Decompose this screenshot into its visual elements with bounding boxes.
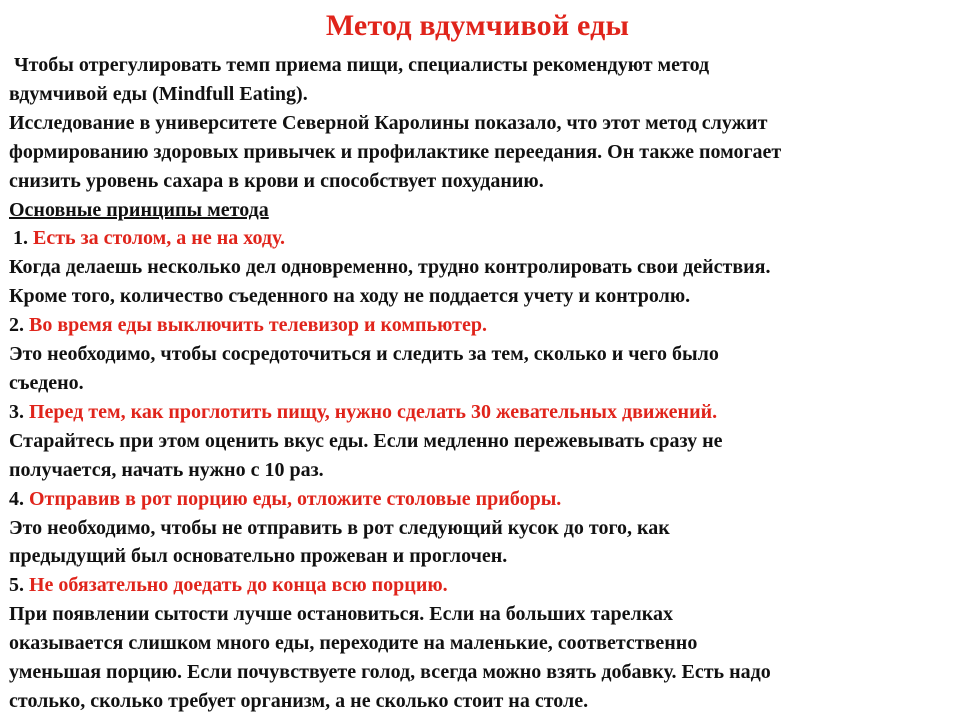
slide-title: Метод вдумчивой еды <box>325 9 630 42</box>
principle-5-line-3: уменьшая порцию. Если почувствуете голод, всегда можно взять добавку. Есть надо <box>9 661 771 684</box>
principle-1-title: Есть за столом, а не на ходу. <box>33 227 285 250</box>
principle-3-line-1: Старайтесь при этом оценить вкус еды. Если медленно пережевывать сразу не <box>9 429 723 452</box>
study-line-3: снизить уровень сахара в крови и способствует похуданию. <box>9 169 544 192</box>
principle-2-heading <box>9 311 946 340</box>
principle-4-heading <box>9 485 946 514</box>
intro-line-1: Чтобы отрегулировать темп приема пищи, специалисты рекомендуют метод <box>9 54 710 76</box>
principle-5-line-1: При появлении сытости лучше остановиться. Если на больших тарелках <box>9 603 673 626</box>
principle-1-number: 1. <box>13 227 33 250</box>
principle-5-heading <box>9 571 946 600</box>
principle-3-number: 3. <box>9 400 29 423</box>
principle-2-number: 2. <box>9 314 29 337</box>
principle-1-line-2: Кроме того, количество съеденного на ходу не поддается учету и контролю. <box>9 285 691 308</box>
principle-2-line-2: съедено. <box>9 371 84 394</box>
principle-3-heading <box>9 398 946 427</box>
study-line-1: Исследование в университете Северной Каролины показало, что этот метод служит <box>9 111 768 134</box>
study-line-2: формированию здоровых привычек и профилактике переедания. Он также помогает <box>9 140 782 163</box>
slide-body <box>9 51 946 716</box>
principle-5-number: 5. <box>9 574 29 597</box>
intro-line-2: вдумчивой еды (Mindfull Eating). <box>9 82 308 105</box>
principle-4-line-2: предыдущий был основательно прожеван и проглочен. <box>9 545 508 568</box>
principles-heading-text: Основные принципы метода <box>9 198 269 221</box>
principle-3-title: Перед тем, как проглотить пищу, нужно сделать 30 жевательных движений. <box>29 400 718 423</box>
principle-5-title: Не обязательно доедать до конца всю порцию. <box>29 574 448 597</box>
principle-5-line-2: оказывается слишком много еды, переходите на маленькие, соответственно <box>9 632 698 655</box>
principle-4-title: Отправив в рот порцию еды, отложите столовые приборы. <box>29 487 562 510</box>
principle-1-line-1: Когда делаешь несколько дел одновременно, трудно контролировать свои действия. <box>9 256 771 279</box>
principle-1-heading <box>9 224 946 253</box>
principles-heading <box>9 196 946 225</box>
principle-4-number: 4. <box>9 487 29 510</box>
principle-4-line-1: Это необходимо, чтобы не отправить в рот следующий кусок до того, как <box>9 516 670 539</box>
principle-5-line-4: столько, сколько требует организм, а не сколько стоит на столе. <box>9 689 589 712</box>
principle-2-title: Во время еды выключить телевизор и компьютер. <box>29 314 487 337</box>
principle-2-line-1: Это необходимо, чтобы сосредоточиться и следить за тем, сколько и чего было <box>9 343 719 366</box>
principle-3-line-2: получается, начать нужно с 10 раз. <box>9 458 324 481</box>
